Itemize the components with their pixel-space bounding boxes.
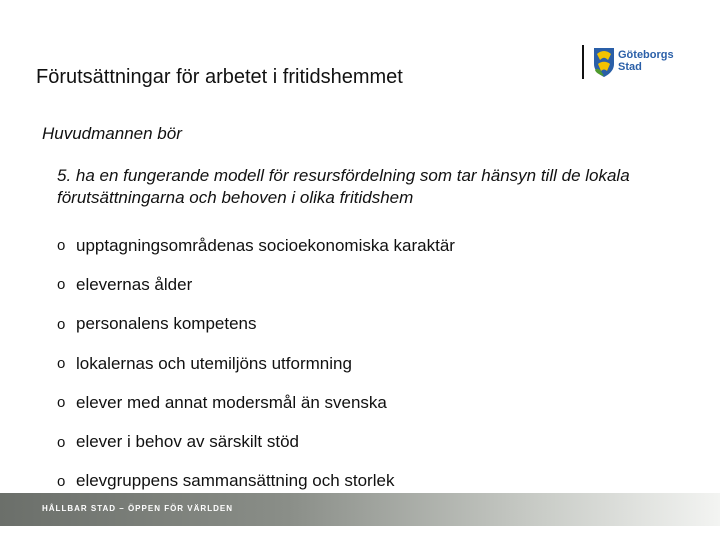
- list-item: [57, 422, 455, 461]
- subheading: Huvudmannen bör: [42, 124, 182, 143]
- bullet-text: elever i behov av särskilt stöd: [76, 432, 299, 452]
- bullet-marker: o: [57, 237, 66, 255]
- list-item: [57, 226, 455, 265]
- bullet-text: elevernas ålder: [76, 274, 193, 294]
- numbered-point: 5. ha en fungerande modell för resursfördelning som tar hänsyn till de lokala förutsättningarna och behoven i olika fritidshem: [57, 166, 630, 207]
- list-item: [57, 344, 455, 383]
- footer-slogan: HÅLLBAR STAD – ÖPPEN FÖR VÄRLDEN: [42, 504, 233, 513]
- logo-divider: [582, 45, 584, 79]
- logo-line-2: Stad: [618, 61, 642, 73]
- bullet-text: personalens kompetens: [76, 314, 257, 334]
- goteborgs-stad-logo: [578, 44, 698, 84]
- list-item: [57, 383, 455, 422]
- bullet-marker: o: [57, 355, 66, 373]
- bullet-text: elever med annat modersmål än svenska: [76, 392, 387, 412]
- bullet-text: elevgruppens sammansättning och storlek: [76, 471, 395, 491]
- goteborg-crest-icon: [592, 46, 616, 78]
- bullet-text: upptagningsområdenas socioekonomiska karaktär: [76, 235, 455, 255]
- logo-text: [618, 49, 674, 73]
- slide-title: Förutsättningar för arbetet i fritidshemmet: [36, 66, 403, 88]
- bullet-text: lokalernas och utemiljöns utformning: [76, 353, 352, 373]
- bullet-marker: o: [57, 394, 66, 412]
- bullet-marker: o: [57, 472, 66, 490]
- bullet-list: [57, 226, 455, 501]
- list-item: [57, 305, 455, 344]
- bullet-marker: o: [57, 315, 66, 333]
- bullet-marker: o: [57, 276, 66, 294]
- list-item: [57, 265, 455, 304]
- logo-line-1: Göteborgs: [618, 49, 674, 61]
- bullet-marker: o: [57, 433, 66, 451]
